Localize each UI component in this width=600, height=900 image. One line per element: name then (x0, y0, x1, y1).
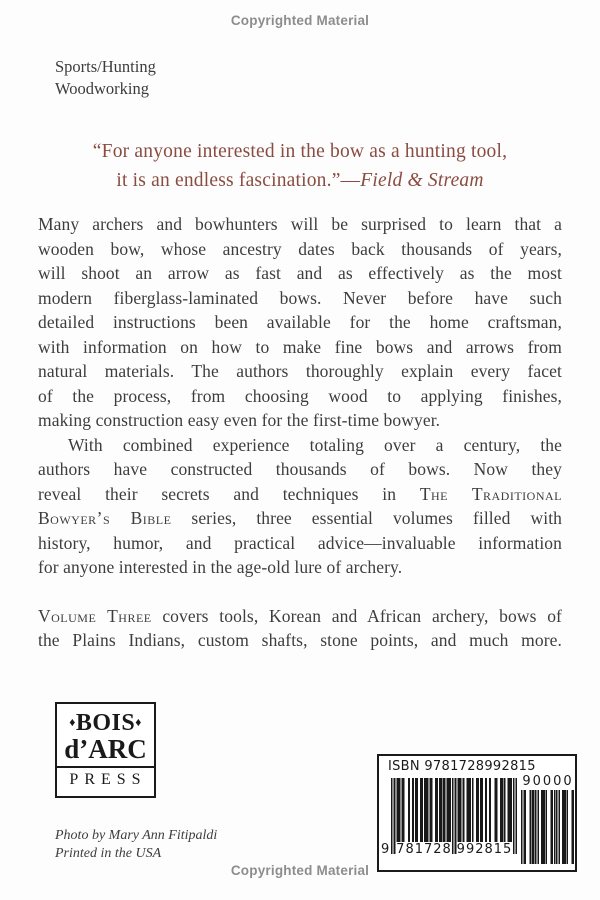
body-paragraph (38, 433, 562, 580)
body-line: authors have constructed thousands of bows. Now they (38, 459, 562, 479)
body-line: history, humor, and practical advice—invaluable information (38, 532, 562, 553)
quote-source: Field & Stream (360, 170, 484, 191)
quote-line-1: “For anyone interested in the bow as a hunting tool, (92, 141, 508, 162)
body-line: Volume Three covers tools, Korean and African archery, bows of (38, 605, 562, 626)
category-woodworking: Woodworking (55, 79, 149, 98)
description-text (38, 212, 562, 653)
review-quote (0, 137, 600, 195)
printed-in-line: Printed in the USA (55, 846, 162, 861)
quote-line-2-text: it is an endless fascination.”— (116, 170, 361, 191)
diamond-icon: ♦ (69, 715, 76, 729)
body-line: Bowyer’s Bible series, three essential volumes filled with (38, 508, 563, 528)
body-line: wooden bow, whose ancestry dates back thousands of years, (38, 238, 562, 259)
body-paragraph (38, 212, 562, 433)
ean5-barcode (520, 790, 576, 864)
photo-credit (55, 827, 217, 863)
isbn-label: ISBN 9781728992815 (388, 759, 536, 774)
copyrighted-material-top: Copyrighted Material (230, 13, 370, 28)
logo-divider (57, 766, 154, 768)
copyrighted-material-bottom: Copyrighted Material (230, 863, 370, 878)
barcode (377, 754, 577, 872)
body-line: making construction easy even for the first-time bowyer. (38, 410, 441, 430)
photo-credit-line: Photo by Mary Ann Fitipaldi (55, 828, 218, 843)
logo-press: PRESS (69, 771, 147, 788)
body-line: for anyone interested in the age-old lure of archery. (38, 557, 403, 577)
barcode-digit-lead: 9 (381, 842, 390, 857)
body-line: modern fiberglass-laminated bows. Never before have such (38, 287, 562, 308)
category-labels (55, 56, 156, 100)
body-line: reveal their secrets and techniques in The Traditional (38, 483, 563, 504)
body-line: with information on how to make fine bows and arrows from (38, 336, 562, 357)
body-line: detailed instructions been available for the home craftsman, (38, 312, 562, 332)
logo-bois: BOIS (75, 710, 136, 736)
body-line: of the process, from choosing wood to applying finishes, (38, 385, 562, 406)
body-line: the Plains Indians, custom shafts, stone points, and much more. (38, 630, 562, 650)
barcode-digits-right: 992815 (456, 842, 513, 857)
logo-name-row (57, 709, 154, 736)
body-paragraph (38, 604, 562, 653)
diamond-icon: ♦ (135, 715, 142, 729)
quote-line-2 (0, 166, 600, 195)
body-line: will shoot an arrow as fast and as effectively as the most (38, 263, 562, 283)
supplement-code: 90000 (522, 774, 574, 789)
publisher-logo (55, 702, 156, 798)
body-line: Many archers and bowhunters will be surprised to learn that a (38, 214, 562, 234)
body-line: With combined experience totaling over a century, the (68, 434, 562, 455)
body-line: natural materials. The authors thoroughly explain every facet (38, 361, 562, 381)
barcode-digits-left: 781728 (396, 842, 452, 857)
category-sports-hunting: Sports/Hunting (55, 57, 156, 76)
logo-darc: d’ARC (64, 734, 147, 764)
